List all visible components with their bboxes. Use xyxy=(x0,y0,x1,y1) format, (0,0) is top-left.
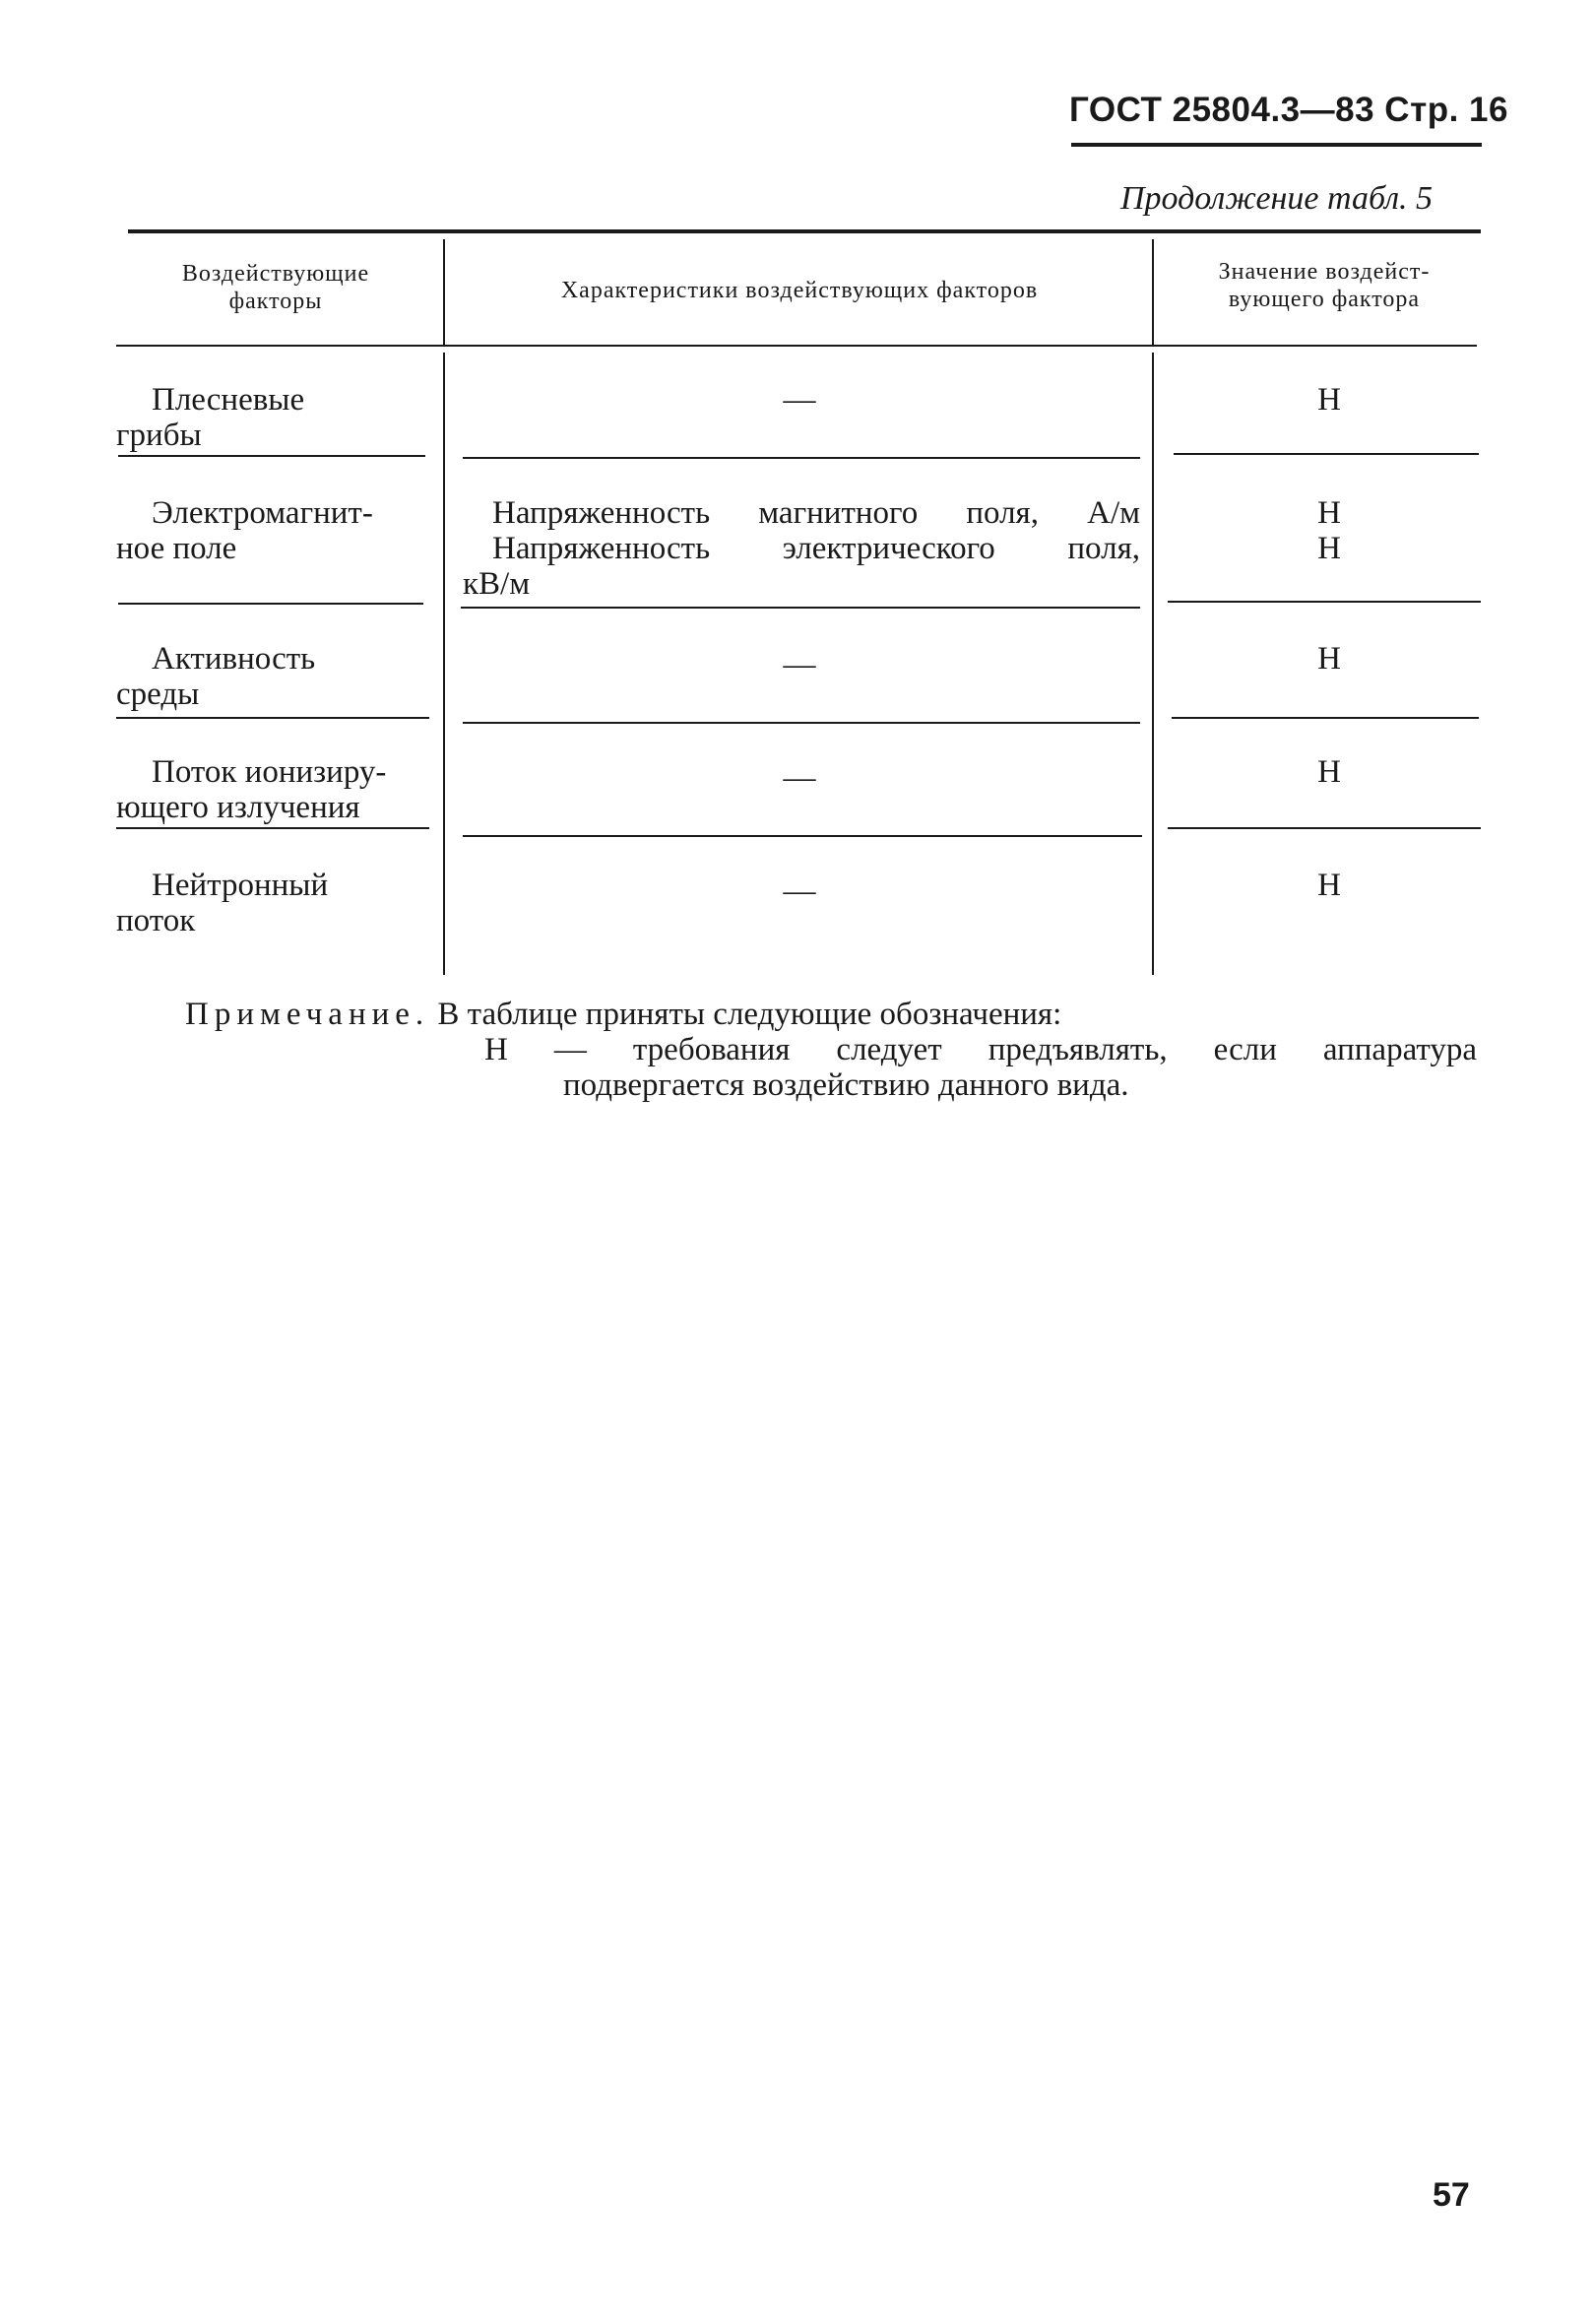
table-row-factor xyxy=(116,868,429,938)
factor-line: грибы xyxy=(116,418,202,453)
header-divider-2 xyxy=(1152,239,1154,345)
characteristic-line: — xyxy=(783,873,816,909)
row-rule xyxy=(116,717,429,719)
header-rule xyxy=(1071,143,1482,147)
column-header-characteristics xyxy=(457,277,1142,304)
page-label: Стр. 16 xyxy=(1384,91,1508,129)
table-top-rule xyxy=(128,229,1481,233)
column-header-line: Характеристики воздействующих факторов xyxy=(560,278,1039,303)
table-row-value xyxy=(1181,754,1477,790)
table-row-factor xyxy=(116,382,429,453)
factor-line: среды xyxy=(116,677,200,712)
column-header-line: факторы xyxy=(228,289,323,314)
table-row-value xyxy=(1181,495,1477,566)
characteristic-line: — xyxy=(783,760,816,796)
column-divider-2 xyxy=(1152,353,1154,975)
note-definition-line: Н — требования следует предъявлять, если аппаратура xyxy=(484,1032,1477,1067)
factor-line: Активность xyxy=(152,641,316,677)
column-header-line: вующего фактора xyxy=(1228,287,1421,312)
table-row-value xyxy=(1181,382,1477,418)
value-line: Н xyxy=(1317,382,1341,418)
characteristic-line: Напряженность магнитного поля, А/м xyxy=(492,495,1140,531)
characteristic-line: Напряженность электрического поля, xyxy=(492,531,1140,566)
table-row-value xyxy=(1181,641,1477,677)
row-rule xyxy=(463,835,1142,837)
row-rule xyxy=(463,722,1140,724)
factor-line: Плесневые xyxy=(152,382,305,418)
row-rule xyxy=(1168,601,1481,603)
column-header-line: Воздействующие xyxy=(181,261,370,287)
characteristic-line: — xyxy=(783,647,816,682)
note-label: Примечание. xyxy=(185,997,430,1032)
note-intro: В таблице приняты следующие обозначения: xyxy=(437,997,1062,1032)
table-header-rule xyxy=(116,345,1477,347)
page-number: 57 xyxy=(1433,2176,1470,2214)
table-row-factor xyxy=(116,495,429,566)
row-rule xyxy=(1172,717,1479,719)
note-first-line xyxy=(185,997,1061,1032)
table-row-value xyxy=(1181,868,1477,903)
factor-line: ющего излучения xyxy=(116,790,360,825)
column-header-line: Значение воздейст- xyxy=(1218,259,1431,285)
column-header-factors xyxy=(118,260,433,315)
factor-line: Поток ионизиру- xyxy=(152,754,387,790)
characteristic-line: — xyxy=(783,382,816,418)
header-divider-1 xyxy=(443,239,445,345)
characteristic-line: кВ/м xyxy=(463,566,531,602)
table-continuation-caption: Продолжение табл. 5 xyxy=(1120,180,1434,217)
table-row-factor xyxy=(116,641,429,712)
row-rule xyxy=(116,827,429,829)
factor-line: Электромагнит- xyxy=(152,495,373,531)
table-row-characteristics xyxy=(457,873,1142,909)
note-definition-line: подвергается воздействию данного вида. xyxy=(563,1067,1129,1103)
table-row-characteristics xyxy=(463,495,1140,602)
note-definition xyxy=(484,1032,1477,1103)
row-rule xyxy=(118,603,423,605)
row-rule xyxy=(463,457,1140,459)
factor-line: поток xyxy=(116,903,196,938)
row-rule xyxy=(1174,453,1479,455)
row-rule xyxy=(1168,827,1481,829)
table-row-factor xyxy=(116,754,429,825)
page-header xyxy=(1069,91,1508,130)
value-line: Н xyxy=(1317,868,1341,903)
row-rule xyxy=(118,455,425,457)
document-code: ГОСТ 25804.3—83 xyxy=(1069,91,1375,129)
value-line: Н xyxy=(1317,754,1341,790)
table-row-characteristics xyxy=(457,760,1142,796)
value-line: Н xyxy=(1317,531,1341,566)
table-row-characteristics xyxy=(457,382,1142,418)
column-header-value xyxy=(1172,258,1477,313)
column-divider-1 xyxy=(443,353,445,975)
table-row-characteristics xyxy=(457,647,1142,682)
row-rule xyxy=(461,607,1140,609)
factor-line: ное поле xyxy=(116,531,237,566)
factor-line: Нейтронный xyxy=(152,868,329,903)
value-line: Н xyxy=(1317,495,1341,531)
value-line: Н xyxy=(1317,641,1341,677)
